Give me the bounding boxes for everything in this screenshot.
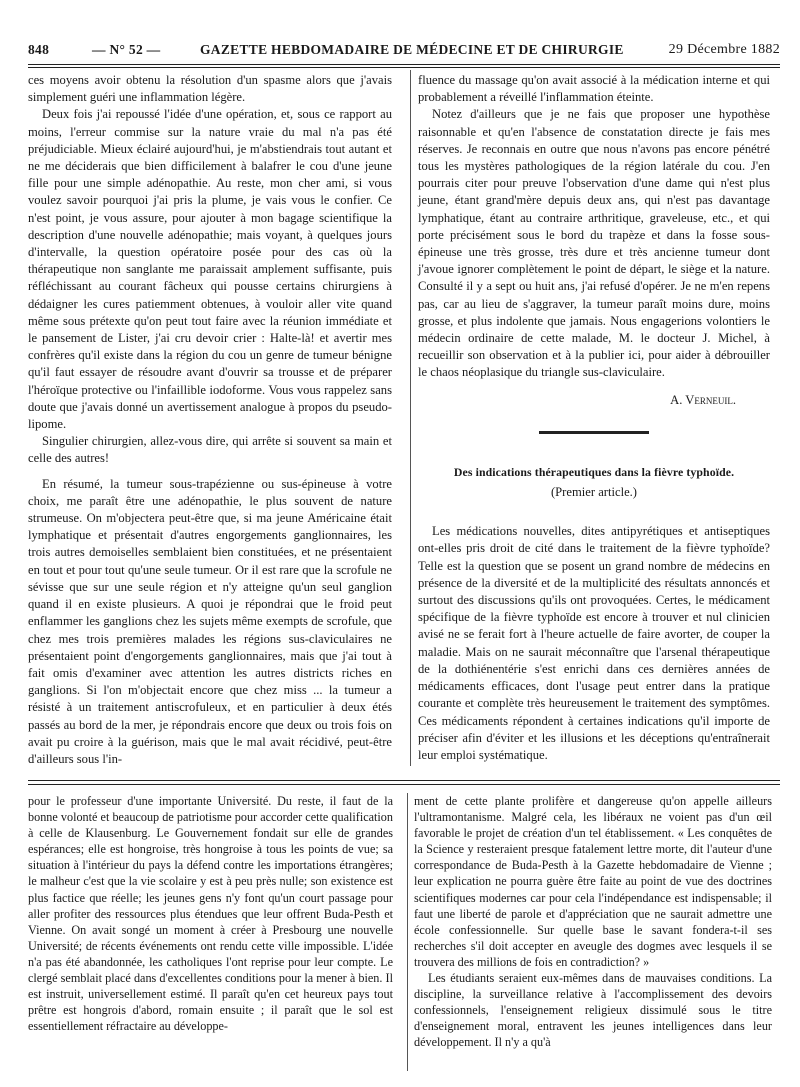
paragraph: fluence du massage qu'on avait associé à la médication interne et qui probablement a réveillé l'inflammation éteinte. bbox=[418, 73, 770, 105]
left-column bbox=[28, 72, 392, 768]
paragraph: ment de cette plante prolifère et dangereuse qu'on appelle ailleurs l'ultramontanisme. Malgré cela, les libéraux ne voient pas d'un œil favorable le projet de création d'un tel établissement. « Les conquêtes de la Science y resteraient presque fatalement lettre morte, dit l'auteur d'une correspondance de Buda-Pesth à la Gazette hebdomadaire de Vienne ; leur explication ne pourra guère être faite au point de vue des doctrines scientifiques modernes car pour cela l'indépendance est indispensable; il faut une liberté de parole et d'appréciation que ne saurait admettre une école confessionnelle. Sur quelle base le savant fondera-t-il ses recherches s'il doit accepter en aveugle des dogmes avec lesquels il se trouvera des millions de fois en contradiction? » bbox=[414, 794, 772, 969]
bottom-right-column bbox=[414, 793, 772, 1051]
paragraph: Singulier chirurgien, allez-vous dire, qui arrête si souvent sa main et celle des autres! bbox=[28, 434, 392, 466]
paragraph: ces moyens avoir obtenu la résolution d'un spasme alors que j'avais simplement guéri une inflammation légère. bbox=[28, 73, 392, 105]
header-rule bbox=[28, 64, 780, 65]
paragraph: pour le professeur d'une importante Université. Du reste, il faut de la bonne volonté et beaucoup de patriotisme pour accorder cette qualification à celle de Klausenburg. Le Gouvernement fondait sur elle de grandes espérances; elle est hongroise, très hongroise à tous les points de vue; sa situation à l'intérieur du pays la défend contre les importations étrangères; le malheur c'est que la vie scolaire y est à peu près nulle; son existence est plus factice que réelle; les jeunes gens n'y font qu'un court passage pour aller profiter des ressources plus étendues que leur offrent Buda-Pesth et Vienne. On avait songé un moment à créer à Presbourg une nouvelle Université; de récents événements ont rendu cette ville impossible. L'idée n'a pas été abandonnée, les catholiques l'ont reprise pour leur compte. Le clergé semblait placé dans d'excellentes conditions pour la mener à bien. Il est instruit, universellement estimé. Il paraît qu'en cet heureux pays tout prêtre est hongrois d'abord, romain ensuite ; il paraît que le sol est essentiellement réfractaire au développe- bbox=[28, 794, 393, 1034]
author-signature: A. Verneuil. bbox=[670, 392, 736, 407]
paragraph: Les médications nouvelles, dites antipyrétiques et antiseptiques ont-elles pris droit de cité dans le traitement de la fièvre typhoïde? Telle est la question que se posent un grand nombre de médecins en présence de la diversité et de la multiplicité des résultats annoncés et surtout des discussions qu'ils ont provoquées. Certes, le médicament spécifique de la fièvre typhoïde est encore à trouver et nul clinicien avisé ne se ferait fort à l'heure actuelle de faire avorter, de couper la maladie. Mais on ne saurait méconnaître que l'arsenal thérapeutique de la dothiénentérie s'est enrichi dans ces dernières années de médicaments efficaces, dont l'usage peut entrer dans la pratique courante et complète très heureusement le traitement des symptômes. Ces médicaments répondent à certaines indications qu'il importe de préciser afin d'éviter et les illusions et les déceptions qu'entraînerait leur emploi systématique. bbox=[418, 524, 770, 762]
paragraph: Notez d'ailleurs que je ne fais que proposer une hypothèse raisonnable et qu'en l'absence de constatation directe je fais mes réserves. Je reconnais en outre que nous n'avons pas encore pénétré tous les mystères pathologiques de la région latérale du cou. J'en pourrais citer pour preuve l'observation d'une dame qui n'est plus jeune, étant grand'mère depuis deux ans, qui n'est pas davantage lymphatique, étant au contraire arthritique, graveleuse, etc., et qui porte précisément sous le bord du trapèze et dans la fosse sous-épineuse une très grosse, très dure et très ancienne tumeur dont j'avoue ignorer complètement le point de départ, le siège et la nature. Consulté il y a sept ou huit ans, j'ai refusé d'opérer. Je ne m'en repens pas, car au lieu de s'aggraver, la tumeur paraît moins dure, moins grosse, et plus indolente que jamais. Nous engagerions volontiers le médecin ordinaire de cette malade, M. le docteur J. Michel, à recueillir son observation et à la publier ici, pour aider à débrouiller le chaos néoplasique du triangle sus-claviculaire. bbox=[418, 107, 770, 380]
paragraph: Deux fois j'ai repoussé l'idée d'une opération, et, sous ce rapport au moins, l'erreur commise sur la nature vraie du mal n'a pas été préjudiciable. Mieux éclairé aujourd'hui, je m'abstiendrais tout autant et ne me déciderais que bien difficilement à balafrer le cou d'une jeune fille pour une simple adénopathie. Au reste, mon cher ami, si vous voulez savoir pourquoi j'ai pris la plume, je vais vous le confier. Ce n'est point, je vous assure, pour ajouter à mon bagage scientifique la description d'une nouvelle adénopathie; mais voyant, à quelques jours d'intervalle, la question opératoire posée pour des cas où la thérapeutique non sanglante me paraissait amplement suffisante, puis réfléchissant au courant fâcheux qui pousse certains chirurgiens à dédaigner les cures patiemment obtenues, à vouloir aller vite quand même sous prétexte qu'on peut tout faire avec la réunion immédiate et le pansement de Lister, j'ai cru devoir crier : Halte-là! et avertir mes confrères qu'il existe dans la région du cou un genre de tumeur bénigne qu'il faut essayer de résoudre avant d'ouvrir sa trousse et de préparer l'héroïque protective ou l'infaillible iodoforme. Vous vous rappelez sans doute que j'avais donné un avertissement analogue à propos du pseudo-lipome. bbox=[28, 107, 392, 432]
column-divider bbox=[410, 70, 411, 766]
page-header bbox=[28, 40, 780, 62]
section-separator bbox=[28, 780, 780, 785]
header-rule-thin bbox=[28, 67, 780, 68]
right-column bbox=[418, 72, 770, 764]
article-title: Des indications thérapeutiques dans la fièvre typhoïde. bbox=[453, 464, 735, 479]
journal-title: GAZETTE HEBDOMADAIRE DE MÉDECINE ET DE CHIRURGIE bbox=[200, 42, 624, 57]
paragraph: Les étudiants seraient eux-mêmes dans de mauvaises conditions. La discipline, la surveillance relative à l'accomplissement des devoirs confessionnels, l'enseignement religieux dissimulé sous le titre d'enseignement moral, entravent les jeunes intelligences dans leur développement. Il n'y a qu'à bbox=[414, 971, 772, 1050]
page-number: 848 bbox=[28, 42, 50, 57]
bottom-left-column bbox=[28, 793, 393, 1034]
issue-date: 29 Décembre 1882 bbox=[668, 42, 780, 57]
article-subtitle: (Premier article.) bbox=[550, 485, 637, 500]
section-divider bbox=[539, 431, 649, 434]
issue-number: — N° 52 — bbox=[92, 42, 161, 57]
paragraph: En résumé, la tumeur sous-trapézienne ou sus-épineuse à votre choix, me paraît être une adénopathie, le plus souvent de nature strumeuse. On m'objectera peut-être que, si ma jeune Américaine était lymphatique et présentait d'autres engorgements ganglionnaires, les trois autres demoiselles semblaient bien constituées, et ne présentaient en tout et pour tout qu'une seule tumeur. Or il est rare que la scrofule ne sévisse que sur une seule région et n'y atteigne qu'un seul ganglion quand il en existe plusieurs. A quoi je répondrai que le froid peut enflammer les ganglions chez les sujets même exempts de scrofule, que chez mes trois premières malades les régions sus-claviculaires ne présentaient point d'engorgements ganglionnaires, mais que j'ai tout à fait omis d'examiner avec attention les autres districts riches en ganglions. Si l'on m'objectait encore que chez miss ... la tumeur a résisté à un traitement antiscrofuleux, et en particulier à deux étés passés au bord de la mer, je répondrais encore que deux ou trois fois on avait pu croire à la guérison, mais que le mal avait récidivé, peut-être d'ailleurs sous l'in- bbox=[28, 476, 392, 766]
column-divider-bottom bbox=[407, 793, 408, 1071]
